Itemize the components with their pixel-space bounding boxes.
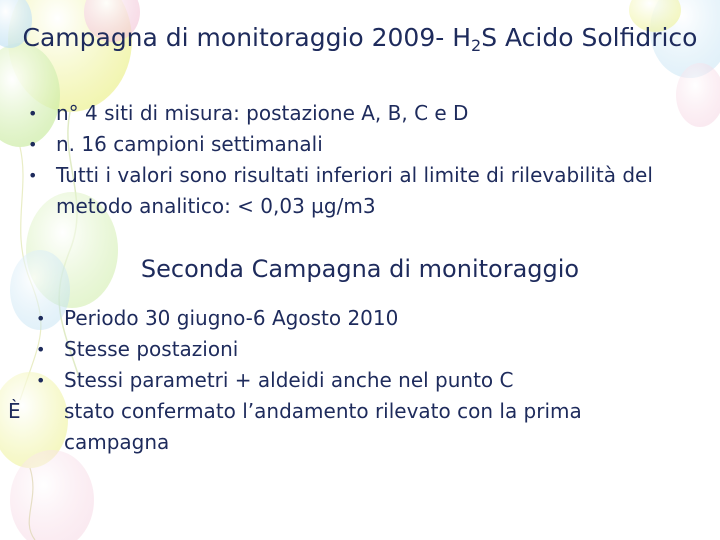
second-campaign-bullets [8,303,686,458]
list-item [28,98,678,129]
list-item [8,396,686,458]
bullet-icon: • [28,135,38,154]
first-campaign-bullets [28,98,678,222]
list-item [28,129,678,160]
bullet-icon: • [36,340,46,359]
title-main-text: Campagna di monitoraggio 2009- H [22,23,472,52]
bullet-icon: • [36,309,46,328]
bullet-marker: È [8,399,21,423]
bullet-icon: • [28,104,38,123]
list-item [36,303,686,334]
list-item-text: Stesse postazioni [64,337,239,361]
list-item-text: Periodo 30 giugno-6 Agosto 2010 [64,306,399,330]
list-item [36,365,686,396]
section-subtitle: Seconda Campagna di monitoraggio [140,255,580,283]
title-subscript: 2 [471,36,482,55]
list-item-text: Tutti i valori sono risultati inferiori al limite di rilevabilità del metodo analitico: < 0,03 µg/m3 [56,163,653,218]
list-item-text: Stessi parametri + aldeidi anche nel punto C [64,368,514,392]
bullet-icon: • [36,371,46,390]
title-end-text: S Acido Solfidrico [481,23,698,52]
list-item-text: n. 16 campioni settimanali [56,132,323,156]
list-item-text: n° 4 siti di misura: postazione A, B, C e D [56,101,469,125]
list-item [36,334,686,365]
list-item-text: stato confermato l’andamento rilevato con la prima campagna [64,399,582,454]
list-item [28,160,678,222]
bullet-icon: • [28,166,38,185]
slide-title [20,22,700,53]
